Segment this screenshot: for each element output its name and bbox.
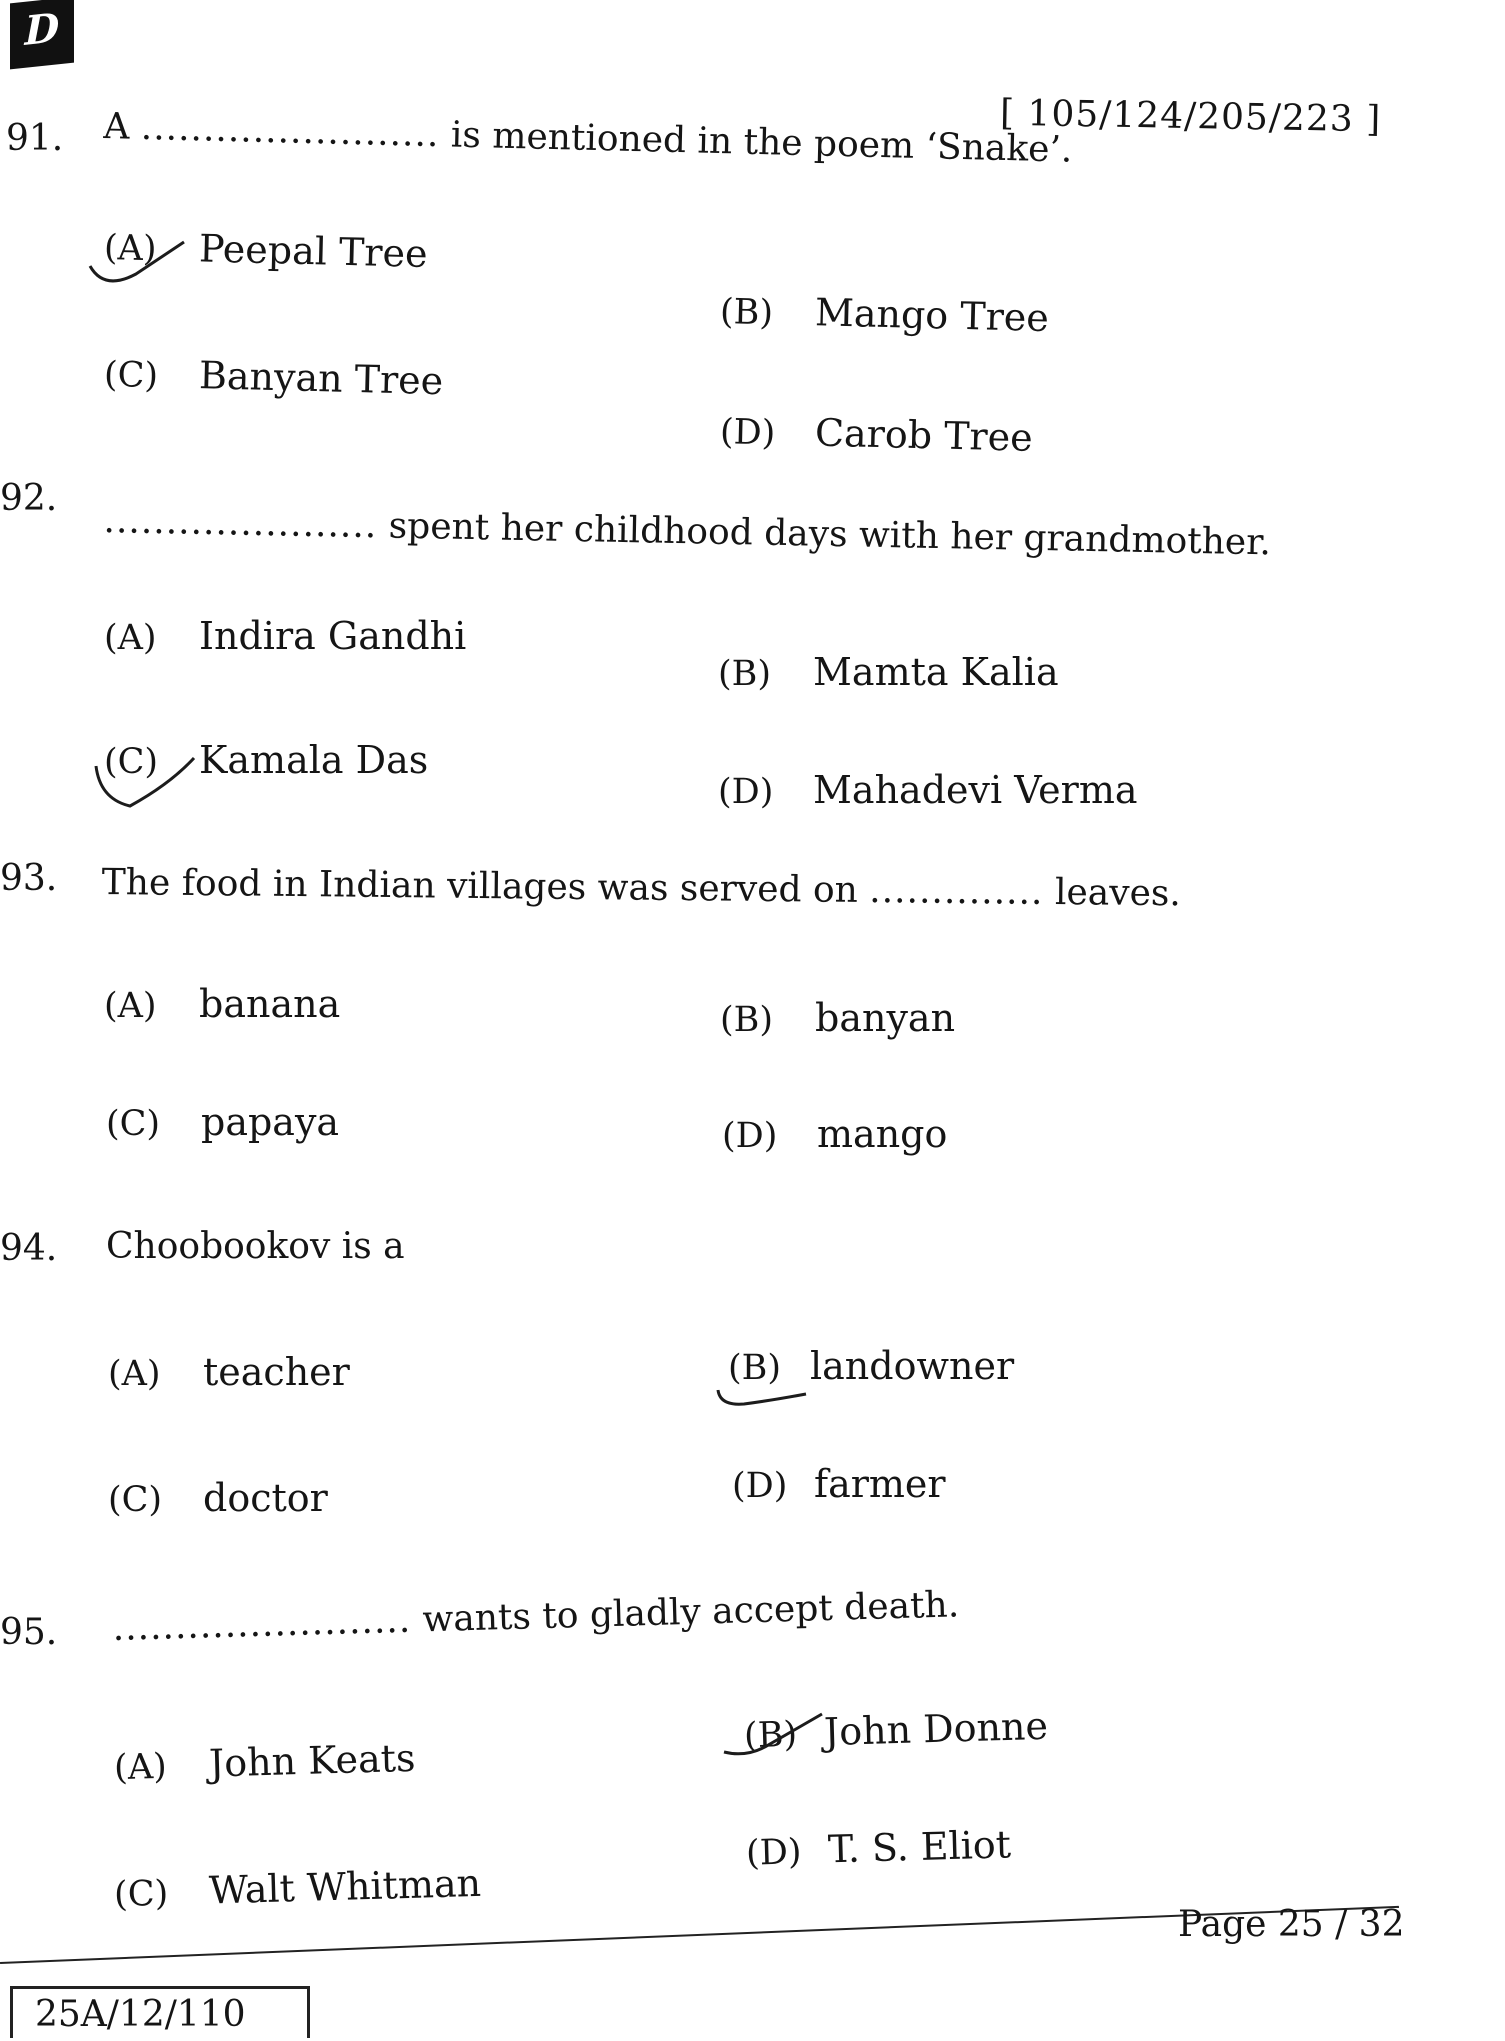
- option-b[interactable]: [718, 650, 1059, 694]
- option-letter: (A): [103, 228, 158, 270]
- stem-before: The food in Indian villages was served on: [101, 862, 859, 911]
- stem-after: wants to gladly accept death.: [421, 1584, 960, 1641]
- question-number: 92.: [0, 478, 58, 519]
- option-text: Banyan Tree: [198, 353, 444, 404]
- page-number: Page 25 / 32: [1178, 1904, 1405, 1945]
- option-text: John Keats: [208, 1735, 416, 1786]
- option-text: teacher: [203, 1350, 350, 1394]
- option-letter: (B): [718, 654, 772, 694]
- option-text: banana: [199, 982, 341, 1026]
- option-a[interactable]: [104, 614, 466, 658]
- option-a[interactable]: [104, 982, 340, 1026]
- pen-tick-mark: [718, 1700, 828, 1760]
- set-label-badge: D: [10, 0, 74, 69]
- option-c[interactable]: [104, 351, 444, 403]
- question-stem: [112, 1584, 960, 1649]
- option-d[interactable]: [722, 1112, 947, 1156]
- stem-before: A: [102, 106, 130, 148]
- answer-blank: ......................: [103, 500, 378, 547]
- option-text: Walt Whitman: [208, 1860, 482, 1913]
- pen-tick-mark: [84, 236, 194, 296]
- option-text: Indira Gandhi: [199, 614, 467, 658]
- question-stem: [103, 500, 1271, 563]
- option-text: John Donne: [823, 1703, 1049, 1755]
- option-text: doctor: [203, 1476, 328, 1520]
- option-letter: (D): [719, 412, 776, 454]
- option-letter: (D): [722, 1116, 778, 1156]
- answer-blank: ..............: [869, 870, 1044, 913]
- option-text: banyan: [815, 996, 956, 1040]
- option-letter: (A): [113, 1746, 168, 1789]
- option-a[interactable]: [113, 1736, 416, 1788]
- option-text: Mahadevi Verma: [813, 768, 1138, 812]
- option-letter: (B): [743, 1714, 798, 1757]
- option-d[interactable]: [718, 768, 1138, 812]
- option-letter: (C): [108, 1480, 163, 1520]
- option-d[interactable]: [720, 408, 1034, 460]
- option-b[interactable]: [720, 288, 1050, 340]
- option-letter: (B): [719, 291, 774, 334]
- option-letter: (D): [718, 772, 774, 812]
- pen-tick-mark: [714, 1382, 814, 1422]
- option-text: mango: [817, 1112, 948, 1156]
- pen-tick-mark: [90, 744, 200, 814]
- stem-after: spent her childhood days with her grandmother.: [388, 505, 1272, 564]
- option-b[interactable]: [720, 996, 955, 1040]
- answer-blank: ........................: [112, 1599, 412, 1649]
- option-d[interactable]: [732, 1462, 946, 1506]
- option-letter: (C): [106, 1104, 161, 1144]
- option-a[interactable]: [108, 1350, 350, 1394]
- question-number: 91.: [6, 118, 64, 159]
- question-stem: [102, 862, 1181, 914]
- option-text: farmer: [814, 1462, 946, 1506]
- option-c[interactable]: [108, 1476, 328, 1520]
- option-letter: (D): [745, 1832, 803, 1874]
- option-text: papaya: [201, 1100, 340, 1144]
- paper-code: [ 105/124/205/223 ]: [999, 92, 1382, 141]
- option-text: T. S. Eliot: [827, 1822, 1012, 1872]
- question-number: 94.: [0, 1228, 58, 1269]
- stem-before: Choobookov is a: [106, 1226, 405, 1267]
- option-text: landowner: [810, 1344, 1015, 1388]
- option-letter: (A): [104, 618, 157, 658]
- question-stem: [106, 1226, 405, 1267]
- option-letter: (A): [108, 1354, 161, 1394]
- booklet-code: 25A/12/110: [10, 1986, 310, 2038]
- option-text: Mango Tree: [814, 290, 1050, 341]
- option-text: Mamta Kalia: [813, 650, 1059, 694]
- stem-after: leaves.: [1054, 871, 1182, 915]
- option-letter: (C): [104, 742, 159, 782]
- stem-after: is mentioned in the poem ‘Snake’.: [450, 114, 1073, 171]
- option-d[interactable]: [745, 1822, 1011, 1873]
- option-letter: (D): [732, 1466, 788, 1506]
- question-stem: [103, 106, 1073, 171]
- option-letter: (B): [728, 1348, 782, 1388]
- question-number: 93.: [0, 858, 58, 899]
- option-letter: (A): [104, 986, 157, 1026]
- option-letter: (C): [103, 354, 159, 397]
- option-text: Peepal Tree: [198, 226, 429, 276]
- question-number: 95.: [0, 1612, 58, 1653]
- answer-blank: ........................: [140, 106, 440, 156]
- option-letter: (C): [113, 1873, 169, 1916]
- option-text: Kamala Das: [199, 738, 429, 782]
- option-letter: (B): [720, 1000, 774, 1040]
- option-c[interactable]: [113, 1861, 481, 1915]
- option-text: Carob Tree: [814, 410, 1034, 460]
- option-c[interactable]: [106, 1100, 339, 1144]
